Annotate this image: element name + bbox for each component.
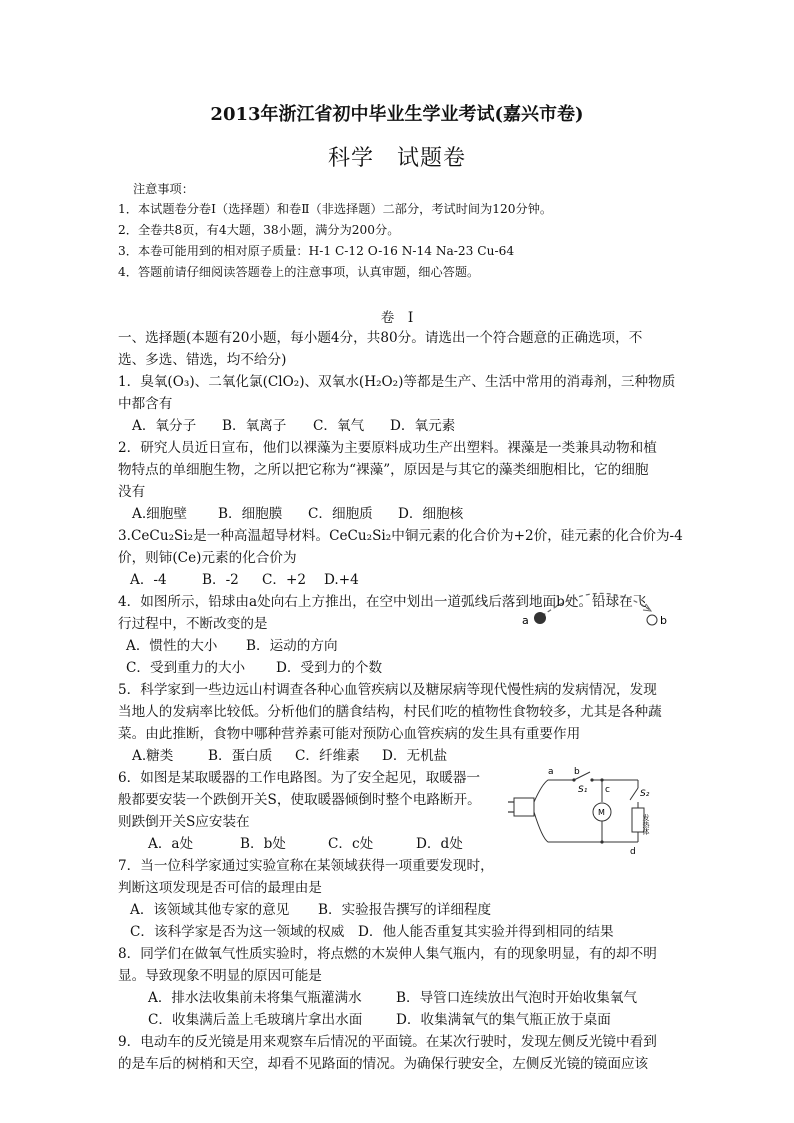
question-5-option-a: A.糖类: [132, 748, 174, 764]
question-9-text: 9．电动车的反光镜是用来观察车后情况的平面镜。在某次行驶时，发现左侧反光镜中看到: [118, 1034, 657, 1050]
figure-label-b: b: [660, 614, 667, 627]
circuit-label-s2: S₂: [640, 789, 650, 799]
question-1-option-d: D．氧元素: [390, 418, 456, 434]
question-2-text: 物特点的单细胞生物，之所以把它称为“裸藻”，原因是与其它的藻类细胞相比，它的细胞: [118, 462, 649, 478]
section-instruction: 一、选择题(本题有20小题，每小题4分，共80分。请选出一个符合题意的正确选项，不: [118, 330, 643, 346]
question-7-option-d: D．他人能否重复其实验并得到相同的结果: [358, 924, 614, 940]
question-4-text: 行过程中，不断改变的是: [118, 616, 268, 632]
question-5-text: 5．科学家到一些边远山村调查各种心血管疾病以及糖尿病等现代慢性病的发病情况，发现: [118, 682, 657, 698]
question-6-text: 则跌倒开关S应安装在: [118, 814, 250, 830]
question-8-text: 显。导致现象不明显的原因可能是: [118, 968, 322, 984]
question-3-text: 价，则铈(Ce)元素的化合价为: [118, 550, 297, 566]
question-5-text: 菜。由此推断，食物中哪种营养素可能对预防心血管疾病的发生具有重要作用: [118, 726, 581, 742]
question-4-text: 4．如图所示，铅球由a处向右上方推出，在空中划出一道弧线后落到地面b处。铅球在飞: [118, 594, 647, 610]
exam-title: 2013年浙江省初中毕业生学业考试(嘉兴市卷): [210, 104, 584, 125]
question-7-option-b: B．实验报告撰写的详细程度: [318, 902, 492, 918]
circuit-label-a: a: [548, 767, 554, 777]
question-2-text: 没有: [118, 484, 146, 500]
question-8-option-d: D．收集满氧气的集气瓶正放于桌面: [396, 1012, 611, 1028]
question-1-text: 1．臭氧(O₃)、二氧化氯(ClO₂)、双氧水(H₂O₂)等都是生产、生活中常用的消毒剂，三种物质: [118, 374, 676, 390]
question-8-option-c: C．收集满后盖上毛玻璃片拿出水面: [148, 1012, 363, 1028]
question-3-option-c: C．+2: [262, 572, 307, 588]
question-3-option-b: B．-2: [202, 572, 239, 588]
volume-label: 卷 Ⅰ: [380, 310, 414, 326]
circuit-label-heater: 发热体: [642, 814, 650, 835]
question-8-option-a: A．排水法收集前未将集气瓶灌满水: [148, 990, 362, 1006]
figure-label-a: a: [522, 614, 529, 627]
circuit-label-s1: S₁: [578, 785, 588, 795]
question-8-text: 8．同学们在做氧气性质实验时，将点燃的木炭伸人集气瓶内，有的现象明显，有的却不明: [118, 946, 657, 962]
question-2-text: 2．研究人员近日宣布，他们以裸藻为主要原料成功生产出塑料。裸藻是一类兼具动物和植: [118, 440, 657, 456]
question-6-option-a: A．a处: [148, 836, 194, 852]
note-item: 1．本试题卷分卷Ⅰ（选择题）和卷Ⅱ（非选择题）二部分，考试时间为120分钟。: [118, 202, 553, 216]
question-4-option-a: A．惯性的大小: [126, 638, 218, 654]
question-7-option-a: A．该领域其他专家的意见: [130, 902, 290, 918]
question-6-text: 般都要安装一个跌倒开关S，使取暖器倾倒时整个电路断开。: [118, 792, 481, 808]
question-3-option-a: A．-4: [130, 572, 167, 588]
question-1-option-a: A．氧分子: [132, 418, 197, 434]
question-2-option-b: B．细胞膜: [218, 506, 283, 522]
question-9-text: 的是车后的树梢和天空，却看不见路面的情况。为确保行驶安全，左侧反光镜的镜面应该: [118, 1056, 649, 1072]
question-2-option-d: D．细胞核: [398, 506, 464, 522]
question-5-text: 当地人的发病率比较低。分析他们的膳食结构，村民们吃的植物性食物较多，尤其是各种蔬: [118, 704, 662, 720]
question-5-option-d: D．无机盐: [382, 748, 448, 764]
question-3-text: 3.CeCu₂Si₂是一种高温超导材料。CeCu₂Si₂中铜元素的化合价为+2价，硅元素的化合价为-4: [118, 528, 683, 544]
question-4-option-c: C．受到重力的大小: [126, 660, 246, 676]
circuit-label-c: c: [605, 785, 610, 795]
question-1-text: 中都含有: [118, 396, 173, 412]
question-6-option-c: C．c处: [328, 836, 374, 852]
question-6-option-d: D．d处: [416, 836, 463, 852]
question-7-text: 判断这项发现是否可信的最理由是: [118, 880, 322, 896]
question-7-option-c: C．该科学家是否为这一领域的权威: [130, 924, 345, 940]
note-item: 3．本卷可能用到的相对原子质量：H-1 C-12 O-16 N-14 Na-23 Cu-64: [118, 244, 515, 258]
question-2-option-a: A.细胞壁: [132, 506, 187, 522]
exam-subtitle: 科学 试题卷: [327, 146, 466, 171]
question-2-option-c: C．细胞质: [308, 506, 373, 522]
question-6-text: 6．如图是某取暖器的工作电路图。为了安全起见，取暖器一: [118, 770, 481, 786]
question-1-option-c: C．氧气: [313, 418, 365, 434]
question-1-option-b: B．氧离子: [222, 418, 287, 434]
circuit-label-b: b: [574, 767, 580, 777]
question-5-option-c: C．纤维素: [295, 748, 360, 764]
section-instruction: 选、多选、错选，均不给分): [118, 352, 287, 368]
shot-put-trajectory-figure: [520, 580, 680, 642]
circuit-label-d: d: [630, 847, 636, 857]
heater-circuit-figure: [508, 762, 668, 858]
circuit-label-motor: M: [598, 808, 605, 817]
question-4-option-b: B．运动的方向: [246, 638, 338, 654]
question-3-option-d: D.+4: [324, 572, 359, 588]
question-6-option-b: B．b处: [240, 836, 286, 852]
notes-heading: 注意事项：: [133, 182, 194, 196]
question-4-option-d: D．受到力的个数: [276, 660, 383, 676]
question-8-option-b: B．导管口连续放出气泡时开始收集氧气: [396, 990, 638, 1006]
question-7-text: 7．当一位科学家通过实验宣称在某领域获得一项重要发现时，: [118, 858, 494, 874]
question-5-option-b: B．蛋白质: [208, 748, 273, 764]
note-item: 4．答题前请仔细阅读答题卷上的注意事项，认真审题，细心答题。: [118, 265, 480, 279]
note-item: 2．全卷共8页，有4大题，38小题，满分为200分。: [118, 223, 400, 237]
